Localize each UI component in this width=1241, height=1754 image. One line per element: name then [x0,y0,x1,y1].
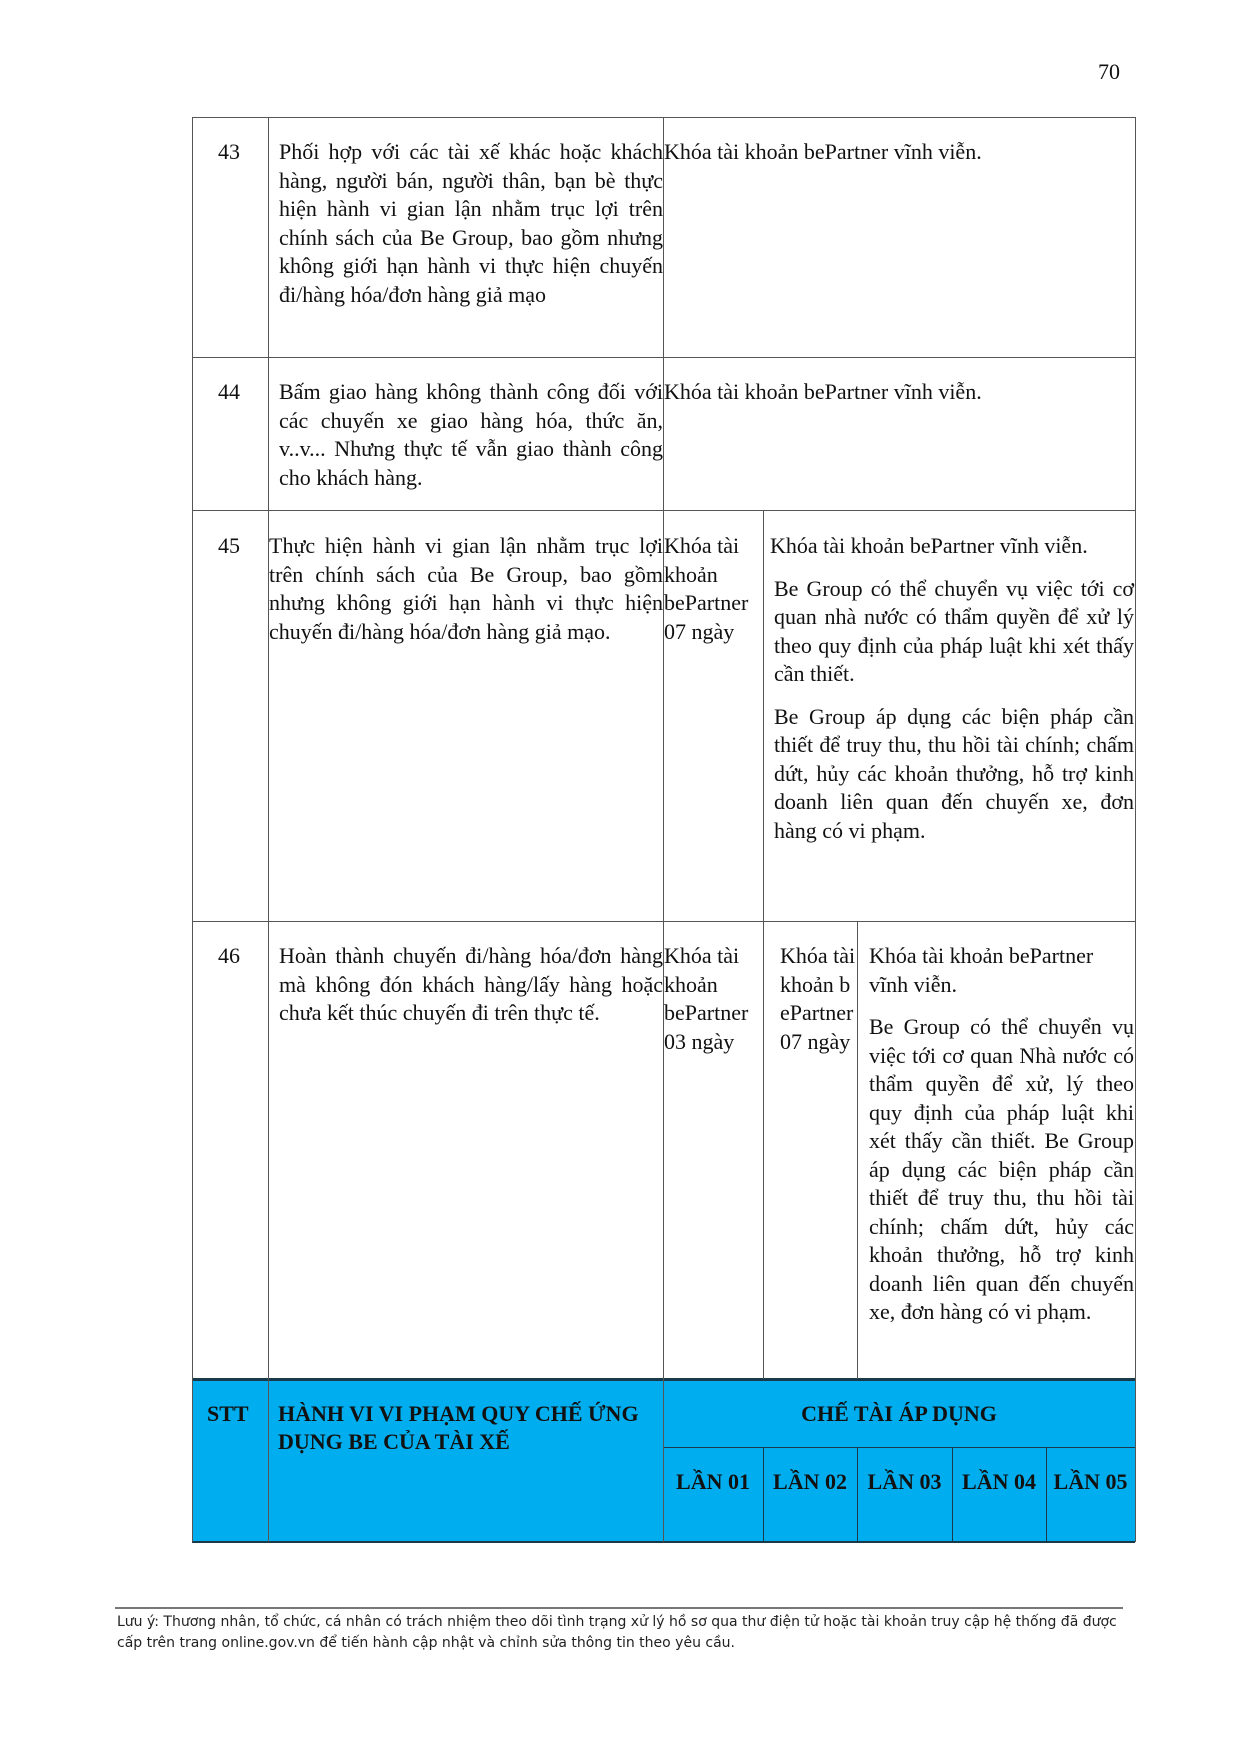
divider [663,1447,1135,1448]
penalty-paragraph: Be Group áp dụng các biện pháp cần thiết để truy thu, thu hồi tài chính; chấm dứt, hủy các khoản thưởng, hỗ trợ kinh doanh liên quan đến chuyến xe, đơn hàng có vi phạm. [774,703,1134,843]
header-lan-03: LẦN 03 [867,1469,942,1494]
header-behavior: HÀNH VI VI PHẠM QUY CHẾ ỨNG DỤNG BE CỦA TÀI XẾ [278,1401,639,1454]
divider [1135,117,1136,1542]
penalty-paragraph: Be Group có thể chuyển vụ việc tới cơ quan Nhà nước có thẩm quyền để xử, lý theo quy định của pháp luật khi xét thấy cần thiết. Be Group áp dụng các biện pháp cần thiết để truy thu, thu hồi tài chính; chấm dứt, hủy các khoản thưởng, hỗ trợ kinh doanh liên quan đến chuyến xe, đơn hàng có vi phạm. [869,1014,1134,1324]
penalty-lan-02 [770,532,1134,859]
row-stt: 46 [218,943,240,968]
row-stt: 44 [218,379,240,404]
row-behavior: Phối hợp với các tài xế khác hoặc khách hàng, người bán, người thân, bạn bè thực hiện hành vi gian lận nhằm trục lợi trên chính sách của Be Group, bao gồm nhưng không giới hạn hành vi thực hiện chuyến đi/hàng hóa/đơn hàng giả mạo [279,139,663,307]
row-behavior: Thực hiện hành vi gian lận nhằm trục lợi trên chính sách của Be Group, bao gồm nhưng không giới hạn hành vi thực hiện chuyến đi/hàng hóa/đơn hàng giả mạo. [269,533,663,644]
penalty-lan-02: Khóa tài khoản bePartner 07 ngày [780,943,856,1054]
row-stt: 43 [218,139,240,164]
row-behavior: Hoàn thành chuyến đi/hàng hóa/đơn hàng mà không đón khách hàng/lấy hàng hoặc chưa kết thúc chuyến đi trên thực tế. [279,943,663,1025]
divider [663,117,664,1542]
divider [192,117,193,1542]
header-lan-05: LẦN 05 [1053,1469,1128,1494]
header-lan-04: LẦN 04 [962,1469,1036,1494]
penalty-paragraph: Khóa tài khoản bePartner vĩnh viễn. [770,533,1088,558]
header-lan-02: LẦN 02 [773,1469,847,1494]
header-lan-01: LẦN 01 [676,1469,750,1494]
page-number: 70 [1098,59,1120,84]
penalty-lan-03 [869,942,1134,1341]
row-penalty: Khóa tài khoản bePartner vĩnh viễn. [664,139,982,164]
header-stt: STT [207,1401,249,1426]
row-behavior: Bấm giao hàng không thành công đối với các chuyến xe giao hàng hóa, thức ăn, v..v... Nhưng thực tế vẫn giao thành công cho khách hàng. [279,379,663,490]
row-penalty: Khóa tài khoản bePartner vĩnh viễn. [664,379,982,404]
penalty-paragraph: Be Group có thể chuyển vụ việc tới cơ quan nhà nước có thẩm quyền để xử lý theo quy định của pháp luật khi xét thấy cần thiết. [774,575,1134,686]
header-penalty: CHẾ TÀI ÁP DỤNG [801,1401,997,1426]
footer-divider [115,1607,1123,1609]
divider [857,921,858,1379]
divider [763,510,764,1379]
penalty-lan-01: Khóa tài khoản bePartner 07 ngày [664,533,749,644]
row-stt: 45 [218,533,240,558]
penalty-lan-01: Khóa tài khoản bePartner 03 ngày [664,943,749,1054]
footer-note: Lưu ý: Thương nhân, tổ chức, cá nhân có trách nhiệm theo dõi tình trạng xử lý hồ sơ qua thư điện tử hoặc tài khoản truy cập hệ thống đã được cấp trên trang online.gov.vn để tiến hành cập nhật và chỉnh sửa thông tin theo yêu cầu. [117,1614,1117,1651]
divider [268,117,269,1542]
penalty-paragraph: Khóa tài khoản bePartner vĩnh viễn. [869,943,1094,997]
